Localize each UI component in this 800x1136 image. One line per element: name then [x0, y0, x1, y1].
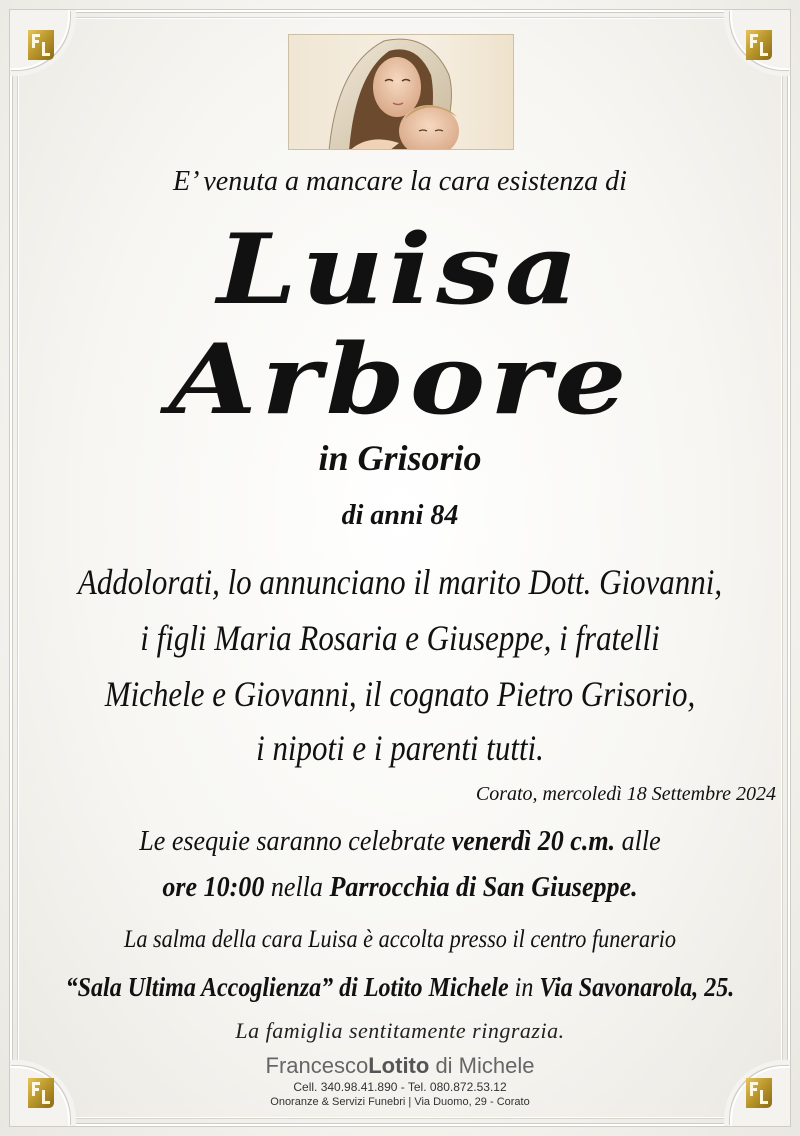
dateline: Corato, mercoledì 18 Settembre 2024: [475, 783, 776, 805]
fl-monogram-icon: [744, 28, 774, 62]
funeral-text: alle: [615, 826, 661, 857]
firm-contact: Cell. 340.98.41.890 - Tel. 080.872.53.12: [293, 1080, 507, 1094]
deceased-last-name: Arbore: [168, 323, 632, 436]
funeral-line-2: [28, 872, 772, 904]
announcement-line: Addolorati, lo annunciano il marito Dott. Giovanni,: [77, 562, 723, 602]
funeral-text: Le esequie saranno celebrate: [139, 826, 452, 857]
funeral-line-1: [28, 826, 772, 858]
funeral-time: ore 10:00: [162, 872, 265, 903]
wake-line-2: [44, 972, 756, 1003]
firm-name-first: Francesco: [265, 1053, 369, 1078]
funeral-text: nella: [264, 872, 330, 903]
madonna-and-child-image: [288, 34, 514, 150]
age-text: di anni 84: [341, 500, 459, 531]
funeral-date: venerdì 20 c.m.: [451, 826, 616, 857]
firm-name-suffix: di Michele: [429, 1053, 535, 1078]
wake-text: in: [508, 972, 540, 1002]
funeral-church: Parrocchia di San Giuseppe.: [329, 872, 638, 903]
firm-name-bold: Lotito: [368, 1053, 430, 1078]
married-name: in Grisorio: [318, 438, 482, 478]
wake-venue: “Sala Ultima Accoglienza” di Lotito Michele: [65, 972, 509, 1002]
announcement-line: i figli Maria Rosaria e Giuseppe, i fratelli: [140, 618, 660, 658]
fl-monogram-icon: [26, 28, 56, 62]
thanks-text: La famiglia sentitamente ringrazia.: [235, 1018, 565, 1043]
announcement-line: i nipoti e i parenti tutti.: [256, 728, 544, 768]
firm-address: Onoranze & Servizi Funebri | Via Duomo, 29 - Corato: [270, 1096, 530, 1108]
funeral-home-name: [0, 1053, 800, 1079]
wake-address: Via Savonarola, 25.: [539, 972, 735, 1002]
deceased-first-name: Luisa: [217, 213, 583, 326]
wake-line-1: La salma della cara Luisa è accolta presso il centro funerario: [123, 926, 677, 953]
announcement-line: Michele e Giovanni, il cognato Pietro Grisorio,: [104, 674, 696, 714]
intro-text: E’ venuta a mancare la cara esistenza di: [173, 166, 627, 197]
